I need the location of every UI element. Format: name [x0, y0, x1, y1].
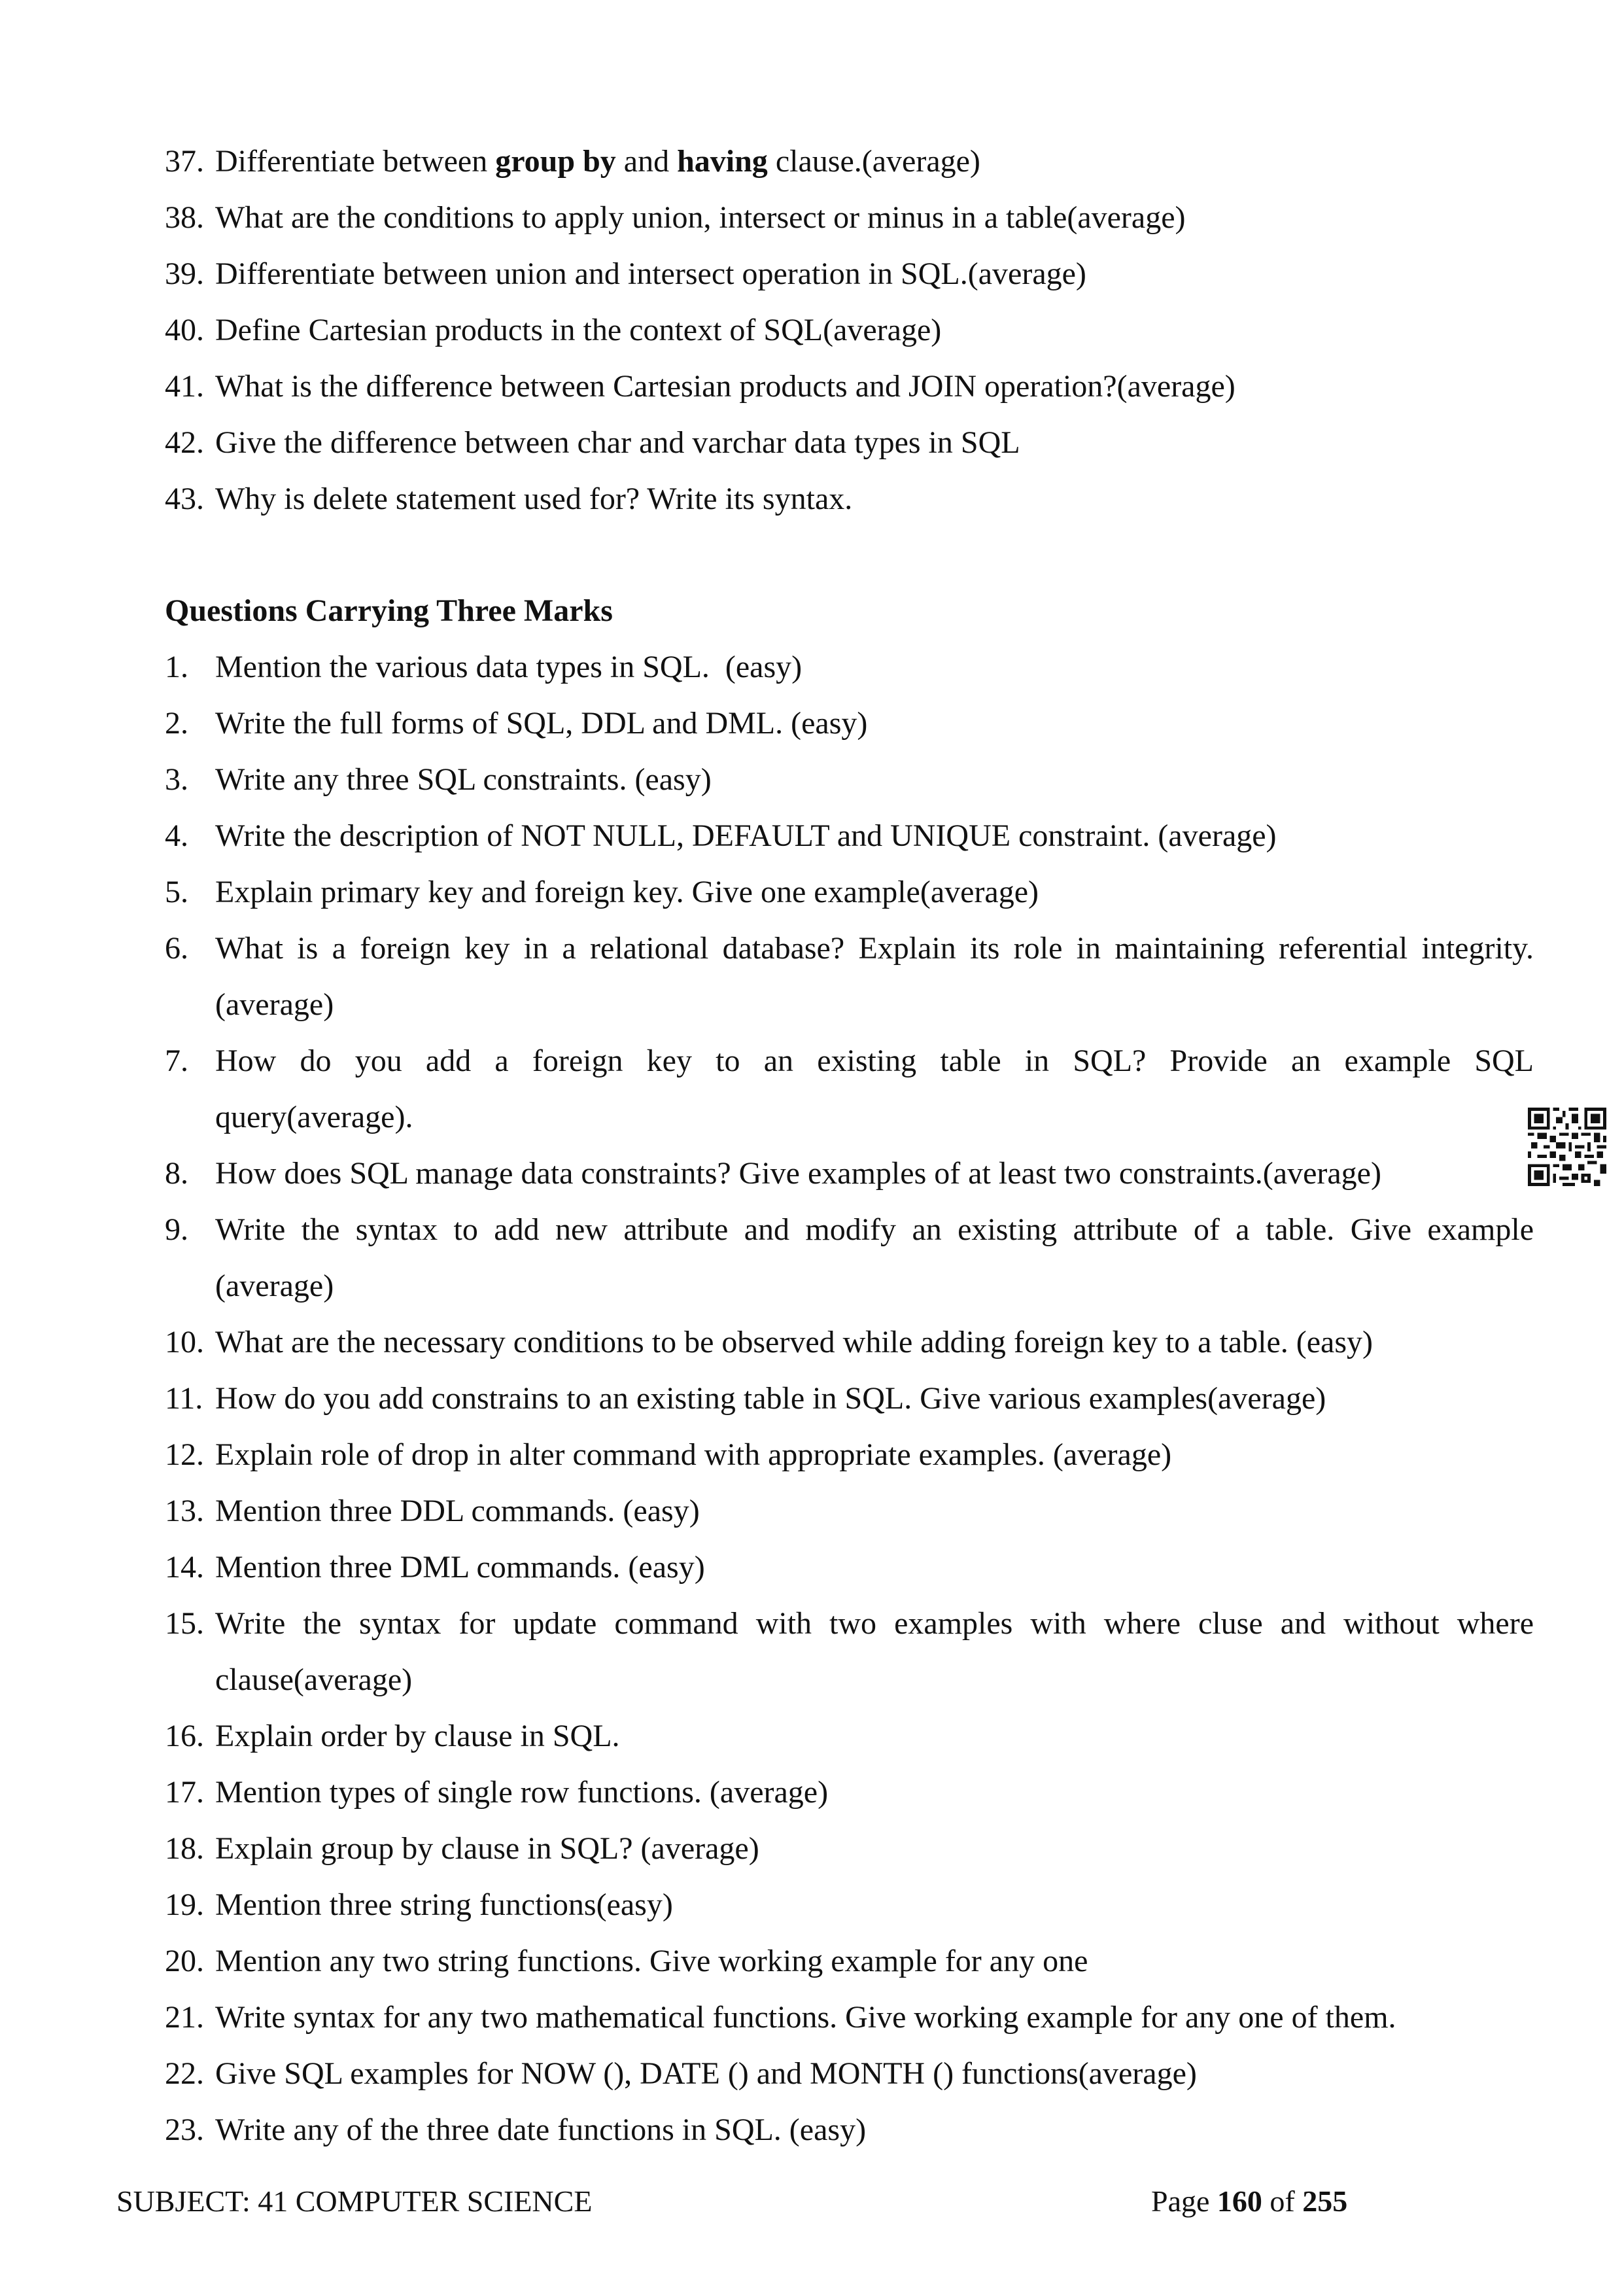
list-item: 42. Give the difference between char and varchar data types in SQL — [165, 425, 1020, 460]
list-item: 43. Why is delete statement used for? Write its syntax. — [165, 482, 853, 516]
list-item: 15. Write the syntax for update command with two examples with where cluse and without where — [165, 1606, 1534, 1641]
list-item: 19. Mention three string functions(easy) — [165, 1887, 673, 1922]
list-item: 22. Give SQL examples for NOW (), DATE () and MONTH () functions(average) — [165, 2056, 1197, 2091]
list-item: 11. How do you add constrains to an existing table in SQL. Give various examples(average) — [165, 1381, 1326, 1416]
list-item: 10. What are the necessary conditions to be observed while adding foreign key to a table. (easy) — [165, 1325, 1373, 1359]
footer-subject: SUBJECT: 41 COMPUTER SCIENCE — [116, 2184, 593, 2218]
list-item: 20. Mention any two string functions. Give working example for any one — [165, 1944, 1088, 1978]
list-item: 5. Explain primary key and foreign key. Give one example(average) — [165, 875, 1039, 909]
list-item: 40. Define Cartesian products in the context of SQL(average) — [165, 313, 942, 347]
list-item: 12. Explain role of drop in alter command with appropriate examples. (average) — [165, 1437, 1172, 1472]
list-item: 23. Write any of the three date functions in SQL. (easy) — [165, 2112, 867, 2147]
list-item: 3. Write any three SQL constraints. (easy) — [165, 762, 712, 797]
list-item: 18. Explain group by clause in SQL? (average) — [165, 1831, 759, 1866]
list-item-continuation: query(average). — [215, 1100, 413, 1134]
section-heading: Questions Carrying Three Marks — [165, 593, 613, 628]
list-item: 37. Differentiate between group by and having clause.(average) — [0, 133, 1624, 190]
list-item-continuation: (average) — [215, 987, 334, 1022]
list-item: 13. Mention three DDL commands. (easy) — [165, 1494, 700, 1528]
qr-code-icon — [1528, 1108, 1606, 1186]
footer-page-number: Page 160 of 255 — [1151, 2184, 1348, 2218]
question-text: Differentiate between group by and having clause.(average) — [215, 144, 980, 179]
list-item: 2. Write the full forms of SQL, DDL and DML. (easy) — [165, 706, 868, 741]
list-item: 7. How do you add a foreign key to an existing table in SQL? Provide an example SQL — [165, 1043, 1534, 1078]
list-item: 17. Mention types of single row functions. (average) — [165, 1775, 829, 1810]
list-item: 8. How does SQL manage data constraints? Give examples of at least two constraints.(average) — [165, 1156, 1381, 1191]
list-item: 21. Write syntax for any two mathematical functions. Give working example for any one of them. — [165, 2000, 1396, 2035]
list-item: 9. Write the syntax to add new attribute and modify an existing attribute of a table. Give example — [165, 1212, 1534, 1247]
list-item: 1. Mention the various data types in SQL. (easy) — [165, 650, 803, 684]
list-item: 39. Differentiate between union and intersect operation in SQL.(average) — [165, 256, 1086, 291]
list-item: 4. Write the description of NOT NULL, DEFAULT and UNIQUE constraint. (average) — [165, 818, 1277, 853]
list-item: 41. What is the difference between Cartesian products and JOIN operation?(average) — [165, 369, 1235, 404]
list-item-continuation: (average) — [215, 1269, 334, 1303]
list-item: 38. What are the conditions to apply union, intersect or minus in a table(average) — [165, 200, 1186, 235]
list-item: 6. What is a foreign key in a relational database? Explain its role in maintaining referential integrity. — [165, 931, 1534, 966]
list-item-continuation: clause(average) — [215, 1662, 413, 1697]
list-item: 16. Explain order by clause in SQL. — [165, 1719, 620, 1753]
list-item: 14. Mention three DML commands. (easy) — [165, 1550, 705, 1585]
